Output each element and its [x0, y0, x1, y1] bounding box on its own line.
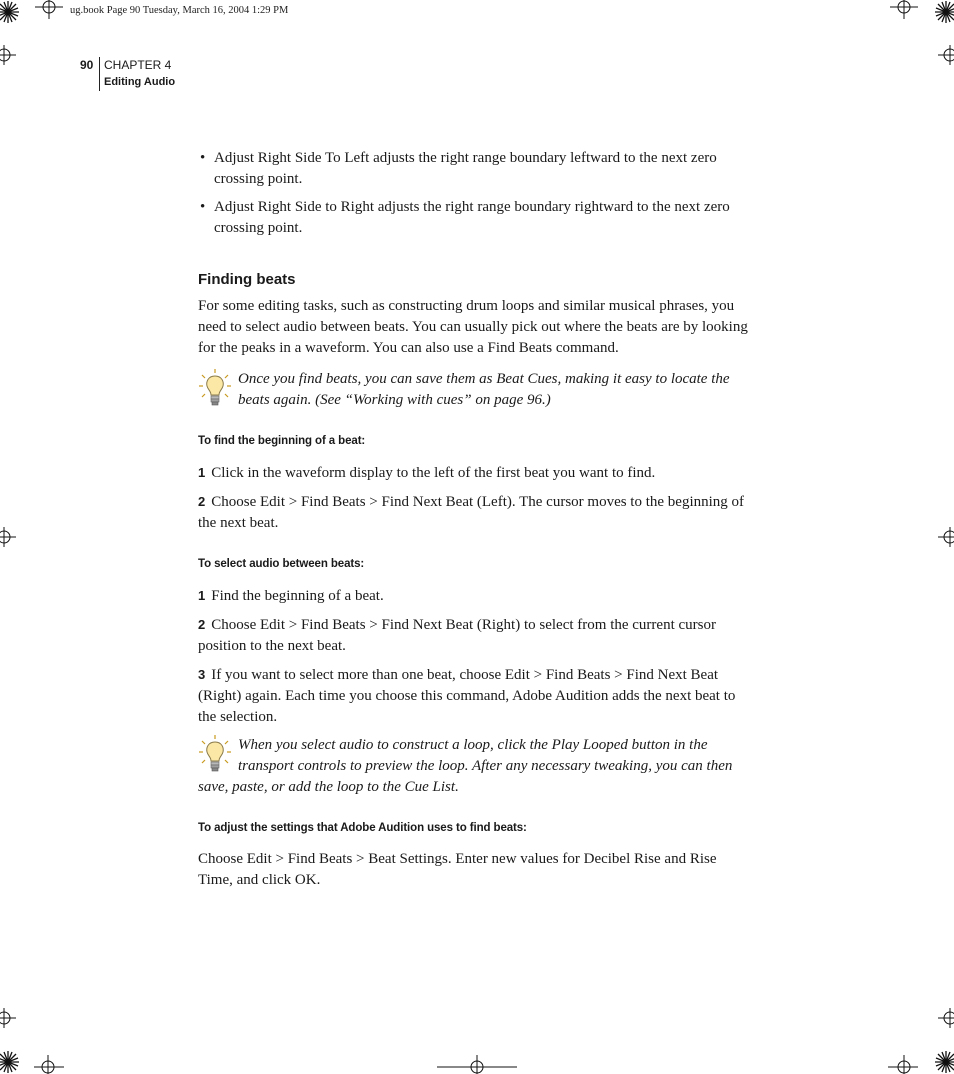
step-item: 1 Find the beginning of a beat. [198, 588, 384, 604]
header-divider [99, 57, 100, 91]
registration-mark-icon [938, 43, 954, 67]
lightbulb-icon [198, 733, 238, 775]
step-item: 2 Choose Edit > Find Beats > Find Next Beat (Left). The cursor moves to the beginning of the next beat. [198, 494, 745, 531]
running-header [104, 57, 175, 91]
registration-mark-icon [34, 0, 66, 20]
list-item: • Adjust Right Side To Left adjusts the right range boundary leftward to the next zero crossing point. [200, 150, 717, 187]
section-label: Editing Audio [104, 76, 176, 88]
procedure-title: To find the beginning of a beat: [198, 435, 366, 447]
print-slug: ug.book Page 90 Tuesday, March 16, 2004 1:29 PM [70, 5, 289, 16]
lightbulb-icon [198, 367, 238, 409]
intro-paragraph: For some editing tasks, such as constructing drum loops and similar musical phrases, you need to select audio between beats. You can usually pick out where the beats are by looking for the peaks in a waveform. You can also use a Find Beats command. [198, 298, 748, 356]
page-body [198, 148, 754, 901]
starburst-mark-icon [0, 0, 22, 26]
starburst-mark-icon [0, 1046, 22, 1074]
registration-mark-icon [938, 524, 954, 550]
chapter-label: CHAPTER 4 [104, 58, 172, 72]
step-item: 2 Choose Edit > Find Beats > Find Next Beat (Right) to select from the current cursor position to the next beat. [198, 617, 716, 654]
tip-text: Once you find beats, you can save them as Beat Cues, making it easy to locate the beats again. (See “Working with cues” on page 96.) [238, 371, 730, 408]
registration-mark-icon [0, 524, 16, 550]
registration-mark-icon [0, 43, 16, 67]
starburst-mark-icon [932, 0, 954, 26]
page-number: 90 [80, 58, 94, 72]
procedure-title: To select audio between beats: [198, 558, 365, 570]
registration-mark-icon [888, 1054, 922, 1074]
tip-text: When you select audio to construct a loop, click the Play Looped button in the transport controls to preview the loop. After any necessary tweaking, you can then save, paste, or add the loop to the Cue List. [198, 737, 733, 795]
registration-mark-icon [938, 1006, 954, 1030]
step-item: 3 If you want to select more than one beat, choose Edit > Find Beats > Find Next Beat (Right) again. Each time you choose this command, Adobe Audition adds the next beat to the selection. [198, 667, 736, 725]
registration-mark-icon [436, 1054, 518, 1074]
procedure-title: To adjust the settings that Adobe Audition uses to find beats: [198, 822, 527, 834]
step-item: 1 Click in the waveform display to the left of the first beat you want to find. [198, 465, 656, 481]
procedure-text: Choose Edit > Find Beats > Beat Settings. Enter new values for Decibel Rise and Rise Time, and click OK. [198, 851, 717, 888]
registration-mark-icon [0, 1006, 16, 1030]
registration-mark-icon [888, 0, 920, 20]
starburst-mark-icon [932, 1046, 954, 1074]
section-heading: Finding beats [198, 271, 296, 288]
list-item: • Adjust Right Side to Right adjusts the right range boundary rightward to the next zero crossing point. [200, 199, 730, 236]
tip-note [198, 735, 754, 798]
registration-mark-icon [32, 1054, 66, 1074]
tip-note [198, 369, 754, 411]
